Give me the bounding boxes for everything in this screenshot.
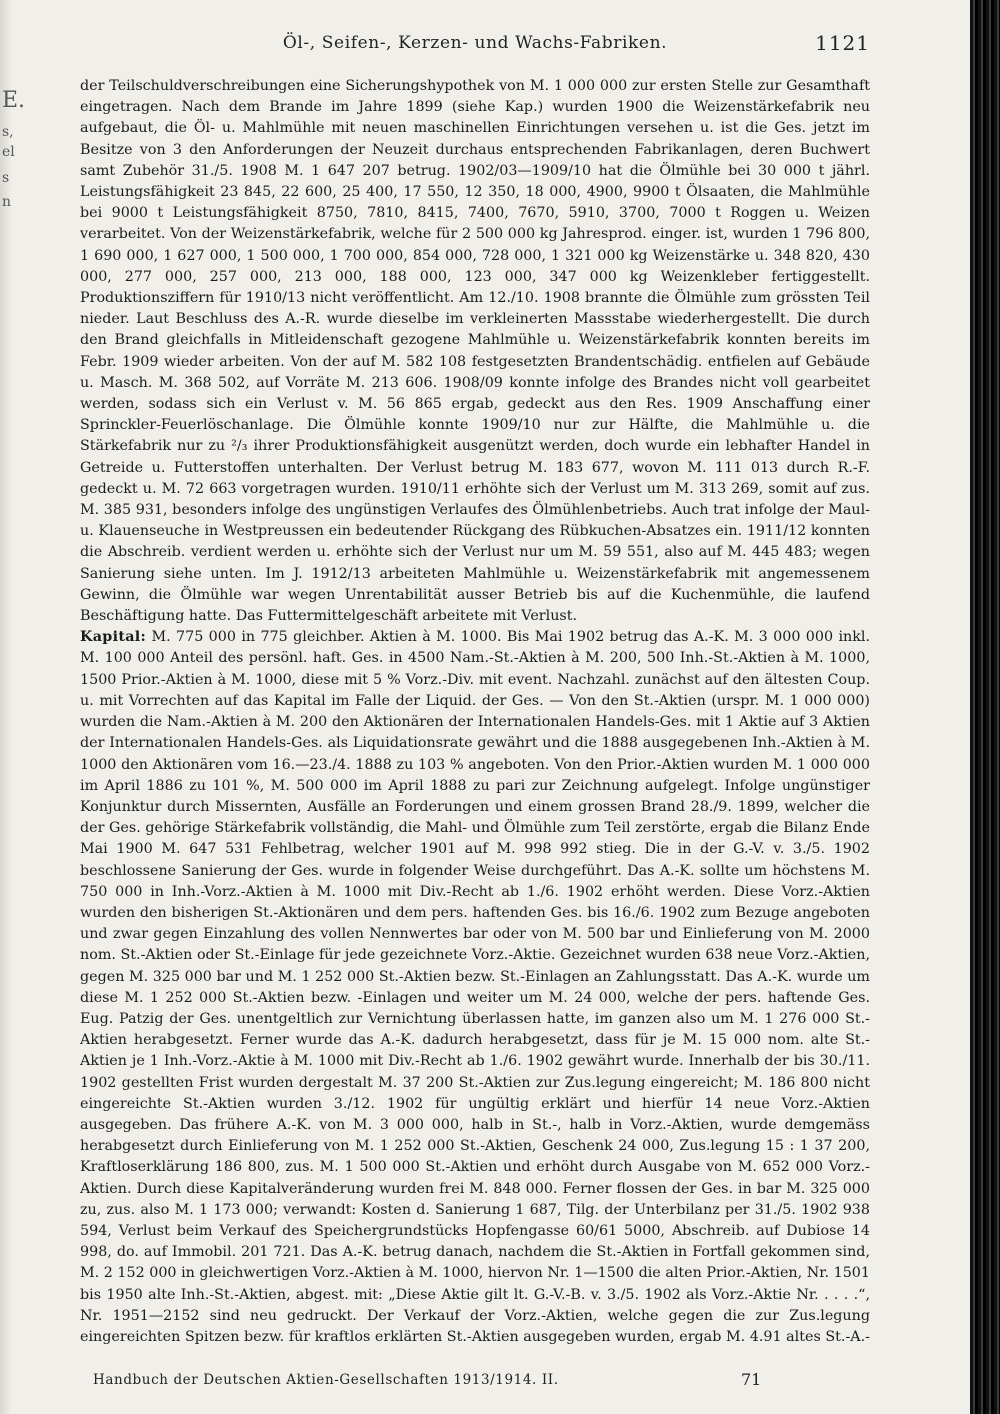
- running-title: Öl-, Seifen-, Kerzen- und Wachs-Fabriken.: [282, 33, 668, 53]
- margin-mark: s: [2, 170, 10, 186]
- margin-mark: s,: [2, 124, 14, 140]
- paragraph-history: der Teilschuldverschreibungen eine Sicherungshypothek von M. 1 000 000 zur ersten Stelle zur Gesamthaft eingetragen. Nach dem Brande im Jahre 1899 (siehe Kap.) wurden 1900 die Weizenstärkefabrik neu aufgebaut, die Öl- u. Mahlmühle mit neuen maschinellen Einrichtungen versehen u. ist die Ges. jetzt im Besitze von 3 den Anforderungen der Neuzeit durchaus entsprechenden Fabrikanlagen, deren Buchwert samt Zubehör 31./5. 1908 M. 1 647 207 betrug. 1902/03—1909/10 hat die Ölmühle bei 30 000 t jährl. Leistungsfähigkeit 23 845, 22 600, 25 400, 17 550, 12 350, 18 000, 4900, 9900 t Ölsaaten, die Mahlmühle bei 9000 t Leistungsfähigkeit 8750, 7810, 8415, 7400, 7670, 5910, 3700, 7000 t Roggen u. Weizen verarbeitet. Von der Weizenstärkefabrik, welche für 2 500 000 kg Jahresprod. einger. ist, wurden 1 796 800, 1 690 000, 1 627 000, 1 500 000, 1 700 000, 854 000, 728 000, 1 321 000 kg Weizenstärke u. 348 820, 430 000, 277 000, 257 000, 213 000, 188 000, 123 000, 347 000 kg Weizenkleber fertiggestellt. Produktionsziffern für 1910/13 nicht veröffentlicht. Am 12./10. 1908 brannte die Ölmühle zum grössten Teil nieder. Laut Beschluss des A.-R. wurde dieselbe im verkleinerten Massstabe wiederhergestellt. Die durch den Brand gleichfalls in Mitleidenschaft gezogene Mahlmühle u. Weizenstärkefabrik konnten bereits im Febr. 1909 wieder arbeiten. Von der auf M. 582 108 festgesetzten Brandentschädig. entfielen auf Gebäude u. Masch. M. 368 502, auf Vorräte M. 213 606. 1908/09 konnte infolge des Brandes nicht voll gearbeitet werden, sodass sich ein Verlust v. M. 56 865 ergab, gedeckt aus den Res. 1909 Anschaffung einer Sprinckler-Feuerlöschanlage. Die Ölmühle konnte 1909/10 nur zur Hälfte, die Mahlmühle u. die Stärkefabrik nur zu ²/₃ ihrer Produktionsfähigkeit ausgenützt werden, doch wurde ein lebhafter Handel in Getreide u. Futterstoffen unterhalten. Der Verlust betrug M. 183 677, wovon M. 111 013 durch R.-F. gedeckt u. M. 72 663 vorgetragen wurden. 1910/11 erhöhte sich der Verlust um M. 313 269, somit auf zus. M. 385 931, besonders infolge des ungünstigen Verlaufes des Ölmühlenbetriebs. Auch trat infolge der Maul- u. Klauenseuche in Westpreussen ein bedeutender Rückgang des Rübkuchen-Absatzes ein. 1911/12 konnten die Abschreib. verdient werden u. erhöhte sich der Verlust nur um M. 59 551, also auf M. 445 483; wegen Sanierung siehe unten. Im J. 1912/13 arbeiteten Mahlmühle u. Weizenstärkefabrik mit angemessenem Gewinn, die Ölmühle war wegen Unrentabilität ausser Betrieb bis auf die Kuchenmühle, die laufend Beschäftigung hatte. Das Futtermittelgeschäft arbeitete mit Verlust.: [80, 78, 870, 625]
- kapital-text: M. 775 000 in 775 gleichber. Aktien à M. 1000. Bis Mai 1902 betrug das A.-K. M. 3 000 000 inkl. M. 100 000 Anteil des persönl. haft. Ges. in 4500 Nam.-St.-Aktien à M. 200, 500 Inh.-St.-Aktien à M. 1000, 1500 Prior.-Aktien à M. 1000, diese mit 5 % Vorz.-Div. mit event. Nachzahl. zunächst auf den ältesten Coup. u. mit Vorrechten auf das Kapital im Falle der Liquid. der Ges. — Von den St.-Aktien (urspr. M. 1 000 000) wurden die Nam.-Aktien à M. 200 den Aktionären der Internationalen Handels-Ges. mit 1 Aktie auf 3 Aktien der Internationalen Handels-Ges. als Liquidationsrate gewährt und die 1888 ausgegebenen Inh.-Aktien à M. 1000 den Aktionären vom 16.—23./4. 1888 zu 103 % angeboten. Von den Prior.-Aktien wurden M. 1 000 000 im April 1886 zu 101 %, M. 500 000 im April 1888 zu pari zur Zeichnung aufgelegt. Infolge ungünstiger Konjunktur durch Missernten, Ausfälle an Forderungen und einem grossen Brand 28./9. 1899, welcher die der Ges. gehörige Stärkefabrik vollständig, die Mahl- und Ölmühle zum Teil zerstörte, ergab die Bilanz Ende Mai 1900 M. 647 531 Fehlbetrag, welcher 1901 auf M. 998 992 stieg. Die in der G.-V. v. 3./5. 1902 beschlossene Sanierung der Ges. wurde in folgender Weise durchgeführt. Das A.-K. sollte um höchstens M. 750 000 in Inh.-Vorz.-Aktien à M. 1000 mit Div.-Recht ab 1./6. 1902 erhöht werden. Diese Vorz.-Aktien wurden den bisherigen St.-Aktionären und dem pers. haftenden Ges. bis 16./6. 1902 zum Bezuge angeboten und zwar gegen Einzahlung des vollen Nennwertes bar oder von M. 500 bar und Einlieferung von M. 2000 nom. St.-Aktien oder St.-Einlage für jede gezeichnete Vorz.-Aktie. Gezeichnet wurden 638 neue Vorz.-Aktien, gegen M. 325 000 bar und M. 1 252 000 St.-Aktien bezw. St.-Einlagen an Zahlungsstatt. Das A.-K. wurde um diese M. 1 252 000 St.-Aktien bezw. -Einlagen und weiter um M. 24 000, welche der pers. haftende Ges. Eug. Patzig der Ges. unentgeltlich zur Vernichtung überlassen hatte, im ganzen also um M. 1 276 000 St.-Aktien herabgesetzt. Ferner wurde das A.-K. dadurch herabgesetzt, dass für je M. 15 000 nom. alte St.-Aktien je 1 Inh.-Vorz.-Aktie à M. 1000 mit Div.-Recht ab 1./6. 1902 gewährt wurde. Innerhalb der bis 30./11. 1902 gestellten Frist wurden dergestalt M. 37 200 St.-Aktien zur Zus.legung eingereicht; M. 186 800 nicht eingereichte St.-Aktien wurden 3./12. 1902 für ungültig erklärt und hierfür 14 neue Vorz.-Aktien ausgegeben. Das frühere A.-K. von M. 3 000 000, halb in St.-, halb in Vorz.-Aktien, wurde demgemäss herabgesetzt durch Einlieferung von M. 1 252 000 St.-Aktien, Geschenk 24 000, Zus.legung 15 : 1 37 200, Kraftloserklärung 186 800, zus. M. 1 500 000 St.-Aktien und erhöht durch Ausgabe von M. 652 000 Vorz.-Aktien. Durch diese Kapitalveränderung wurden frei M. 848 000. Ferner flossen der Ges. in bar M. 325 000 zu, zus. also M. 1 173 000; verwandt: Kosten d. Sanierung 1 687, Tilg. der Unterbilanz per 31./5. 1902 938 594, Verlust beim Verkauf des Speichergrundstücks Hopfengasse 60/61 5000, Abschreib. auf Dubiose 14 998, do. auf Immobil. 201 721. Das A.-K. betrug danach, nachdem die St.-Aktien in Fortfall gekommen sind, M. 2 152 000 in gleichwertigen Vorz.-Aktien à M. 1000, hiervon Nr. 1—1500 die alten Prior.-Aktien, Nr. 1501 bis 1950 alte Inh.-St.-Aktien, abgest. mit: „Diese Aktie gilt lt. G.-V.-B. v. 3./5. 1902 als Vorz.-Aktie Nr. . . . .“, Nr. 1951—2152 sind neu gedruckt. Der Verkauf der Vorz.-Aktien, welche gegen die zur Zus.legung eingereichten Spitzen bezw. für kraftlos erklärten St.-Aktien ausgegeben wurden, ergab M. 4.91 altes St.-A.-: [80, 629, 870, 1345]
- margin-mark: E.: [2, 88, 26, 113]
- footer-source: Handbuch der Deutschen Aktien-Gesellschaften 1913/1914. II.: [93, 1372, 559, 1388]
- page-left-shadow: [0, 0, 12, 1414]
- margin-mark: n: [2, 194, 12, 210]
- binding-edge: [970, 0, 1000, 1414]
- page-header: [80, 33, 870, 59]
- margin-mark: el: [2, 144, 15, 160]
- body-text: [80, 76, 870, 1348]
- kapital-label: Kapital:: [80, 629, 147, 646]
- footer-page-number: 71: [741, 1370, 762, 1389]
- paragraph-kapital: [80, 627, 870, 1348]
- page-footer: [93, 1372, 813, 1394]
- page-number: 1121: [815, 31, 870, 55]
